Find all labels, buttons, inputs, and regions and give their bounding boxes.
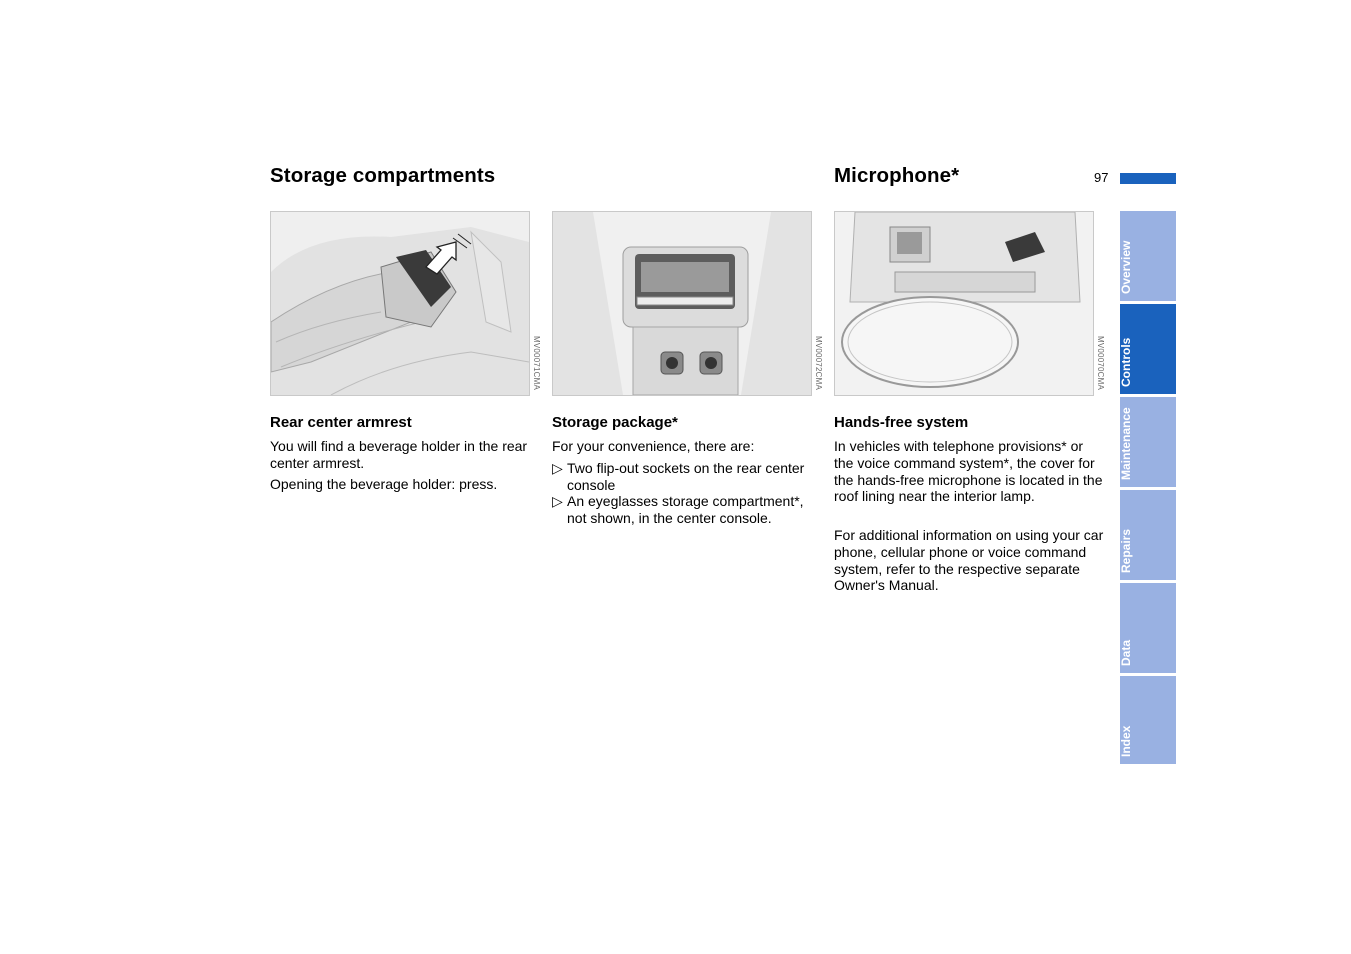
figure-storage-package xyxy=(552,211,812,396)
tab-repairs[interactable] xyxy=(1120,490,1176,580)
figure-code: MV00071CMA xyxy=(532,336,541,391)
tab-index[interactable] xyxy=(1120,676,1176,764)
tab-overview[interactable] xyxy=(1120,211,1176,301)
figure-rear-armrest xyxy=(270,211,530,396)
tab-label: Maintenance xyxy=(1119,407,1133,480)
page-number: 97 xyxy=(1094,170,1109,185)
figure-code: MV00072CMA xyxy=(814,336,823,391)
tab-controls[interactable] xyxy=(1120,304,1176,394)
heading-rear-center-armrest: Rear center armrest xyxy=(270,414,412,431)
tab-maintenance[interactable] xyxy=(1120,397,1176,487)
list-item xyxy=(552,460,820,494)
bullet-arrow-icon: ▷ xyxy=(552,460,563,476)
tab-data[interactable] xyxy=(1120,583,1176,673)
heading-storage-package: Storage package* xyxy=(552,414,678,431)
package-intro: For your convenience, there are: xyxy=(552,438,755,454)
figure-microphone xyxy=(834,211,1094,396)
tab-label: Data xyxy=(1119,639,1133,666)
tab-label: Index xyxy=(1119,725,1133,757)
armrest-paragraph-1: You will find a beverage holder in the rear center armrest. xyxy=(270,438,528,471)
handsfree-paragraph-1: In vehicles with telephone provisions* or the voice command system*, the cover for the hands-free microphone is located in the roof lining near the interior lamp. xyxy=(834,438,1103,505)
heading-hands-free-system: Hands-free system xyxy=(834,414,969,431)
page-header-bar xyxy=(1120,173,1176,184)
section-title-storage-compartments: Storage compartments xyxy=(270,164,496,187)
bullet-text: An eyeglasses storage compartment*, not shown, in the center console. xyxy=(567,493,804,526)
tab-label: Overview xyxy=(1119,240,1133,294)
bullet-text: Two flip-out sockets on the rear center console xyxy=(567,460,805,493)
armrest-paragraph-2: Opening the beverage holder: press. xyxy=(270,476,498,492)
handsfree-paragraph-2: For additional information on using your car phone, cellular phone or voice command system, refer to the respective separate Owner's Manual. xyxy=(834,527,1104,594)
section-title-microphone: Microphone* xyxy=(834,164,960,187)
list-item xyxy=(552,493,820,544)
figure-code: MV00070CMA xyxy=(1096,336,1105,391)
tab-label: Repairs xyxy=(1119,528,1133,573)
tab-label: Controls xyxy=(1119,337,1133,387)
bullet-arrow-icon: ▷ xyxy=(552,493,563,509)
